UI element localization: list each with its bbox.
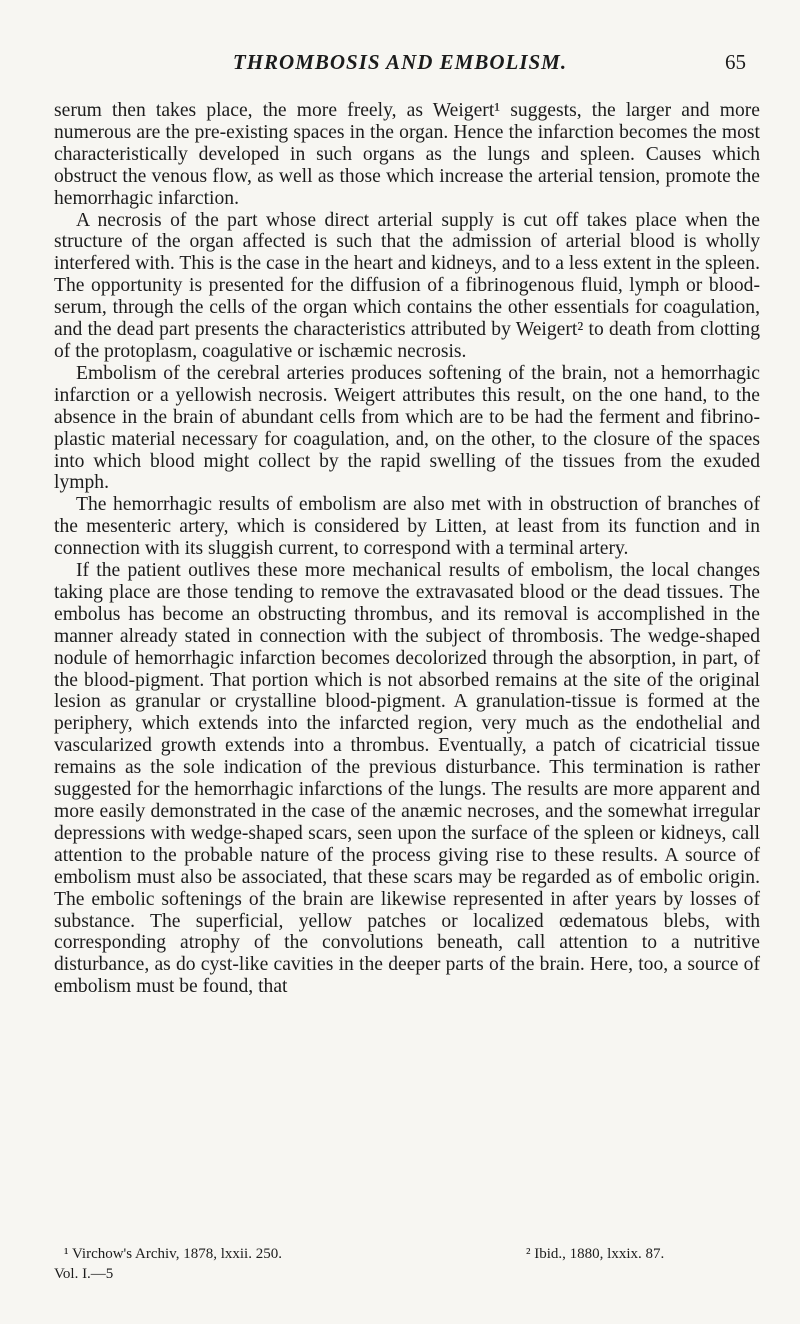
running-title: THROMBOSIS AND EMBOLISM. [232, 50, 568, 74]
paragraph: serum then takes place, the more freely, as Weigert¹ suggests, the larger and more numerous are the pre-existing spaces in the organ. Hence the infarction becomes the most characteristically developed in such organs as the lungs and spleen. Causes which obstruct the venous flow, as well as those which increase the arterial tension, promote the hemorrhagic infarction. [54, 100, 760, 209]
paragraph: The hemorrhagic results of embolism are also met with in obstruction of branches of the mesenteric artery, which is considered by Litten, at least from its function and in connection with its sluggish current, to correspond with a terminal artery. [54, 494, 760, 560]
paragraph: If the patient outlives these more mechanical results of embolism, the local changes taking place are those tending to remove the extravasated blood or the dead tissues. The embolus has become an obstructing thrombus, and its removal is accomplished in the manner already stated in connection with the subject of thrombosis. The wedge-shaped nodule of hemorrhagic infarction becomes decolorized through the absorption, in part, of the blood-pigment. That portion which is not absorbed remains at the site of the original lesion as granular or crystalline blood-pigment. A granulation-tissue is formed at the periphery, which extends into the infarcted region, very much as the endothelial and vascularized growth extends into a thrombus. Eventually, a patch of cicatricial tissue remains as the sole indication of the previous disturbance. This termination is rather suggested for the hemorrhagic infarctions of the lungs. The results are more apparent and more easily demonstrated in the case of the anæmic necroses, and the somewhat irregular depressions with wedge-shaped scars, seen upon the surface of the spleen or kidneys, call attention to the probable nature of the process giving rise to these results. A source of embolism must also be associated, that these scars may be regarded as of embolic origin. The embolic softenings of the brain are likewise represented in after years by losses of substance. The superficial, yellow patches or localized œdematous blebs, with corresponding atrophy of the convolutions beneath, call attention to a nutritive disturbance, as do cyst-like cavities in the deeper parts of the brain. Here, too, a source of embolism must be found, that [54, 560, 760, 998]
paragraph: A necrosis of the part whose direct arterial supply is cut off takes place when the structure of the organ affected is such that the admission of arterial blood is wholly interfered with. This is the case in the heart and kidneys, and to a less extent in the spleen. The opportunity is presented for the diffusion of a fibrinogenous fluid, lymph or blood-serum, through the cells of the organ which contains the other essentials for coagulation, and the dead part presents the characteristics attributed by Weigert² to death from clotting of the protoplasm, coagulative or ischæmic necrosis. [54, 209, 760, 362]
footnote-1: ¹ Virchow's Archiv, 1878, lxxii. 250. [64, 1246, 282, 1262]
footnote-2: ² Ibid., 1880, lxxix. 87. [526, 1246, 665, 1262]
page-number: 65 [725, 50, 746, 74]
running-head [54, 50, 746, 80]
signature-mark: Vol. I.—5 [54, 1266, 114, 1282]
paragraph: Embolism of the cerebral arteries produces softening of the brain, not a hemorrhagic infarction or a yellowish necrosis. Weigert attributes this result, on the one hand, to the absence in the brain of abundant cells from which are to be had the ferment and fibrino-plastic material necessary for coagulation, and, on the other, to the closure of the spaces into which blood might collect by the rapid swelling of the tissues from the exuded lymph. [54, 362, 760, 494]
body-text [54, 100, 760, 998]
